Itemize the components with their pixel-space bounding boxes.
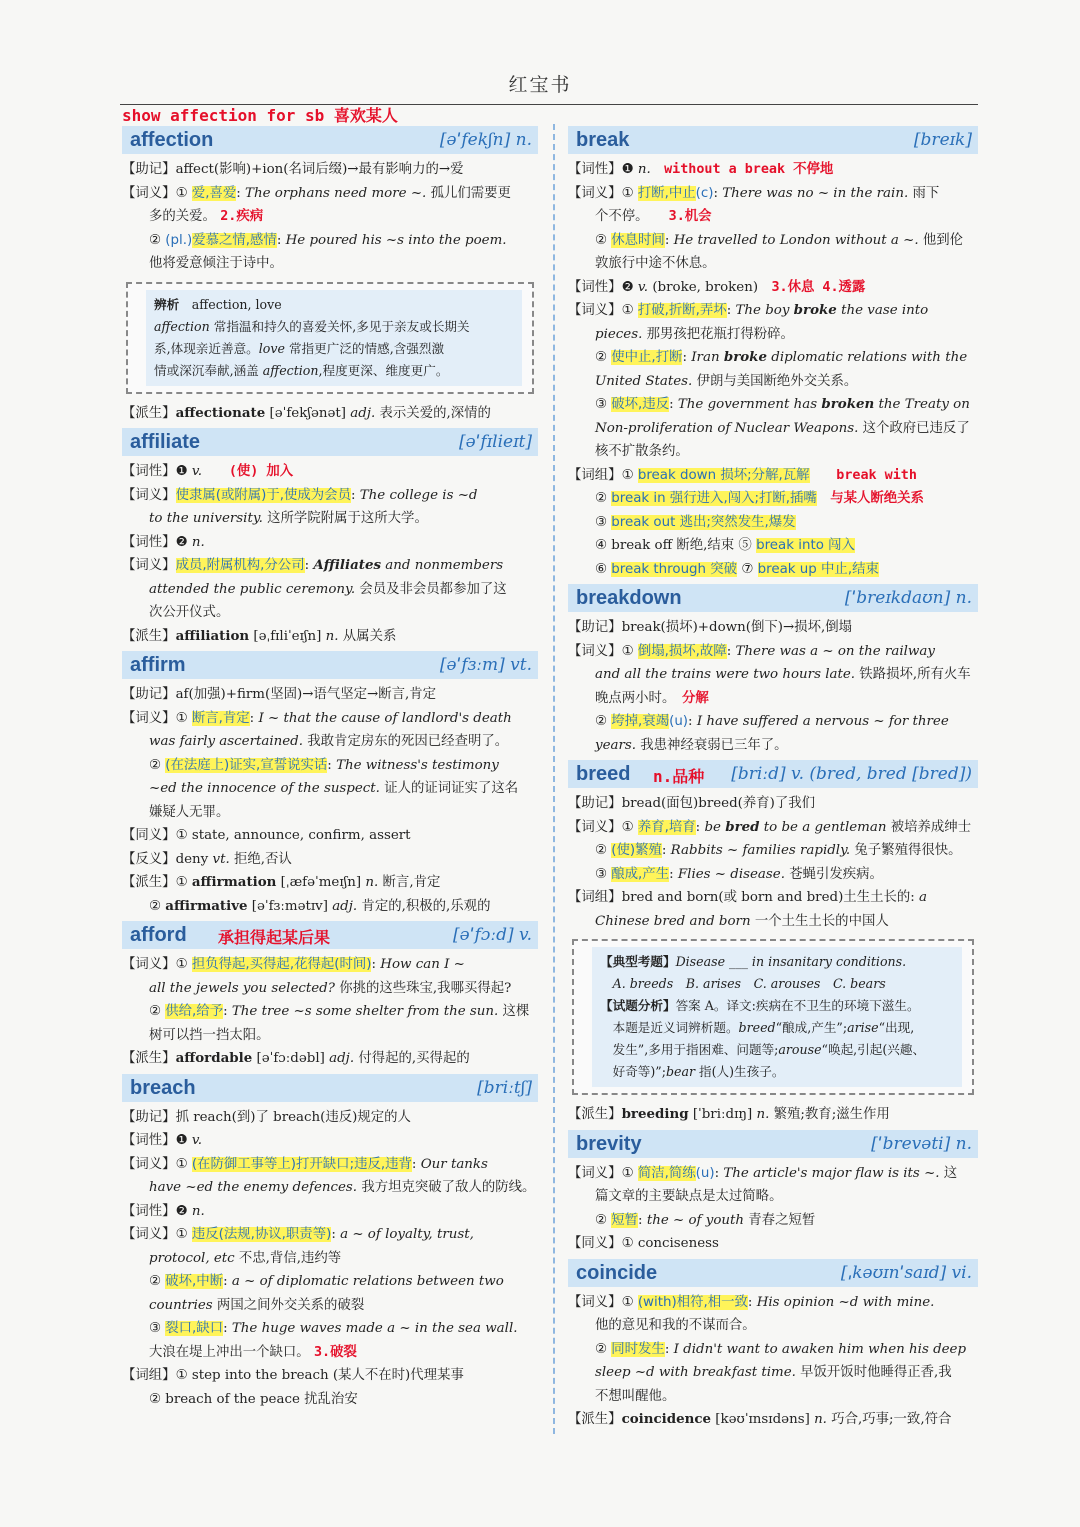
headword: affection — [130, 129, 214, 151]
entry-line: have ~ed the enemy defences. 我方坦克突破了敌人的防线。 — [149, 1180, 536, 1195]
dictionary-entry-coincide — [568, 1259, 978, 1432]
box-line: 辨析 affection, love — [154, 296, 282, 312]
entry-line: 次公开仪式。 — [149, 605, 230, 620]
headword-bar — [122, 1074, 538, 1102]
entry-line: 【反义】deny vt. 拒绝,否认 — [122, 851, 292, 867]
headword-bar — [122, 921, 538, 949]
entry-line: 个不停。 3.机会 — [595, 209, 712, 224]
entry-line: ② (在法庭上)证实,宣誓说实话: The witness's testimony — [149, 757, 499, 773]
entry-line: ② 破坏,中断: a ~ of diplomatic relations between two — [149, 1274, 504, 1289]
entry-line: attended the public ceremony. 会员及非会员都参加了这 — [149, 581, 507, 597]
entry-line: 【派生】coincidence [kəʊˈɪnsɪdəns] n. 巧合,巧事;一致,符合 — [568, 1411, 952, 1427]
headword: afford — [130, 924, 187, 946]
pronunciation: [ˌkəʊɪnˈsaɪd] vi. — [840, 1262, 972, 1283]
entry-line: ② (pl.)爱慕之情,感情: He poured his ~s into the poem. — [149, 232, 507, 248]
headword: coincide — [576, 1261, 658, 1284]
entry-line: ② affirmative [əˈfɜːmətɪv] adj. 肯定的,积极的,乐观的 — [149, 897, 491, 914]
headword: breed — [576, 763, 631, 785]
entry-line: 【词义】① (在防御工事等上)打开缺口;违反,违背: Our tanks — [122, 1156, 488, 1172]
entry-line: 【词义】① 打破,折断,弄坏: The boy broke the vase into — [568, 302, 929, 318]
handwritten-note: 承担得起某后果 — [218, 928, 331, 947]
headword-bar — [568, 584, 978, 612]
entry-line: 【词义】成员,附属机构,分公司: Affiliates and nonmembers — [122, 557, 504, 573]
entry-line: 【词组】bred and born(或 born and bred)土生土长的: a — [568, 890, 928, 905]
entry-line: 不想叫醒他。 — [595, 1388, 676, 1404]
entry-line: Chinese bred and born 一个土生土长的中国人 — [595, 913, 889, 929]
entry-line: 【词组】① step into the breach (某人不在时)代理某事 — [122, 1368, 464, 1383]
headword: break — [576, 129, 630, 151]
pronunciation: [briːtʃ] — [477, 1077, 532, 1098]
box-line: 本题是近义词辨析题。breed“酿成,产生”;arise“出现, — [600, 1020, 915, 1035]
entry-line: 【词性】❶ v. (使) 加入 — [122, 464, 294, 479]
pronunciation: [əˈfekʃn] n. — [439, 130, 532, 150]
dictionary-entry-breakdown — [568, 584, 978, 757]
entry-line: 篇文章的主要缺点是太过简略。 — [595, 1189, 783, 1204]
entry-line: 敦旅行中途不休息。 — [595, 256, 716, 271]
entry-line: 【词组】① break down 损坏;分解,瓦解 break with — [568, 467, 917, 483]
entry-line: 【词义】① (with)相符,相一致: His opinion ~d with mine. — [568, 1294, 935, 1310]
entry-line: 【派生】affiliation [əˌfɪliˈeɪʃn] n. 从属关系 — [122, 627, 397, 644]
entry-line: ③ break out 逃出;突然发生,爆发 — [595, 514, 796, 530]
headword: brevity — [576, 1132, 642, 1155]
entry-line: was fairly ascertained. 我敢肯定房东的死因已经查明了。 — [149, 734, 509, 749]
entry-line: 【词义】① 简洁,简练(u): The article's major flaw is its ~. 这 — [568, 1165, 958, 1181]
pronunciation: [breɪk] — [913, 130, 972, 150]
entry-line: ⑥ break through 突破 ⑦ break up 中止,结束 — [595, 561, 879, 577]
entry-line: 【派生】breeding [ˈbriːdɪŋ] n. 繁殖;教育;滋生作用 — [568, 1106, 890, 1122]
entry-line: ② break in 强行进入,闯入;打断,插嘴 与某人断绝关系 — [595, 491, 924, 506]
entry-line: ③ 破坏,违反: The government has broken the Treaty on — [595, 396, 970, 412]
box-line: 系,体现亲近善意。love 常指更广泛的情感,含强烈激 — [154, 340, 445, 356]
entry-line: and all the trains were two hours late. 铁路损坏,所有火车 — [595, 667, 971, 682]
dictionary-entry-afford — [122, 921, 538, 1071]
entry-line: 【词义】① 倒塌,损坏,故障: There was a ~ on the railway — [568, 643, 935, 659]
entry-line: 【助记】break(损坏)+down(倒下)→损坏,倒塌 — [568, 620, 852, 635]
entry-line: 【词性】❶ n. without a break 不停地 — [568, 162, 834, 177]
headword-bar — [568, 126, 978, 154]
entry-line: ② 休息时间: He travelled to London without a ~. 他到伦 — [595, 232, 964, 248]
entry-line: 【派生】① affirmation [ˌæfəˈmeɪʃn] n. 断言,肯定 — [122, 874, 441, 890]
entry-line: 【词性】❷ n. — [122, 1203, 205, 1219]
entry-line: ② 同时发生: I didn't want to awaken him when his deep — [595, 1341, 967, 1357]
entry-line: 他将爱意倾注于诗中。 — [149, 256, 283, 271]
headword-bar — [122, 126, 538, 154]
pronunciation: [briːd] v. (bred, bred [bred]) — [731, 764, 972, 784]
entry-line: sleep ~d with breakfast time. 早饭开饭时他睡得正香,我 — [595, 1365, 952, 1380]
box-line: 情或深沉奉献,涵盖 affection,程度更深、维度更广。 — [154, 362, 449, 378]
entry-line: countries 两国之间外交关系的破裂 — [149, 1297, 365, 1313]
entry-line: ③ 裂口,缺口: The huge waves made a ~ in the sea wall. — [149, 1321, 518, 1336]
pronunciation: [ˈbrevəti] n. — [871, 1133, 972, 1154]
entry-line: 【同义】① conciseness — [568, 1236, 719, 1251]
entry-line: pieces. 那男孩把花瓶打得粉碎。 — [595, 326, 794, 342]
entry-line: 【词义】① 爱,喜爱: The orphans need more ~. 孤儿们需要更 — [122, 185, 511, 201]
entry-line: 嫌疑人无罪。 — [149, 804, 230, 820]
headword: affirm — [130, 654, 186, 676]
dictionary-entry-break — [568, 126, 978, 581]
entry-line: all the jewels you selected? 你挑的这些珠宝,我哪买得起? — [149, 980, 512, 996]
headword-bar — [568, 1130, 978, 1158]
entry-line: 【词性】❷ v. (broke, broken) 3.休息 4.透露 — [568, 279, 866, 295]
handwritten-note: show affection for sb 喜欢某人 — [122, 106, 398, 125]
pronunciation: [əˈfɪlieɪt] — [458, 432, 532, 452]
entry-line: years. 我患神经衰弱已三年了。 — [595, 737, 788, 753]
headword-bar — [122, 651, 538, 679]
entry-line: 【词性】❷ n. — [122, 534, 205, 550]
headword: breakdown — [576, 587, 682, 609]
pronunciation: [ˈbreɪkdaʊn] n. — [844, 588, 972, 608]
pronunciation: [əˈfɜːm] vt. — [439, 655, 532, 675]
entry-line: ② 垮掉,衰竭(u): I have suffered a nervous ~ for three — [595, 714, 949, 729]
headword-bar — [568, 760, 978, 788]
entry-line: United States. 伊朗与美国断绝外交关系。 — [595, 373, 858, 389]
entry-line: 【词义】① 担负得起,买得起,花得起(时间): How can I ~ — [122, 957, 465, 972]
entry-line: ② (使)繁殖: Rabbits ~ families rapidly. 兔子繁殖得很快。 — [595, 843, 962, 858]
headword-bar — [568, 1259, 978, 1287]
page-title: 红宝书 — [508, 74, 572, 96]
entry-line: 【同义】① state, announce, confirm, assert — [122, 828, 411, 843]
entry-line: 【词性】❶ v. — [122, 1133, 203, 1148]
dictionary-entry-brevity — [568, 1130, 978, 1256]
entry-line: 【助记】抓 reach(到)了 breach(违反)规定的人 — [122, 1109, 411, 1125]
entry-line: ④ break off 断绝,结束 ⑤ break into 闯入 — [595, 538, 855, 553]
entry-line: 【助记】affect(影响)+ion(名词后缀)→最有影响力的→爱 — [122, 162, 464, 177]
dictionary-entry-affiliate — [122, 428, 538, 648]
entry-line: 【助记】bread(面包)breed(养育)了我们 — [568, 796, 816, 811]
entry-line: 【词义】① 打断,中止(c): There was no ~ in the rain. 雨下 — [568, 185, 940, 201]
entry-line: 【词义】① 断言,肯定: I ~ that the cause of landlord's death — [122, 710, 512, 726]
entry-line: 【派生】affectionate [əˈfekʃənət] adj. 表示关爱的,深情的 — [122, 404, 491, 421]
entry-line: 大浪在堤上冲出一个缺口。 3.破裂 — [149, 1344, 357, 1360]
handwritten-note: n.品种 — [653, 767, 705, 786]
box-line: A. breeds B. arises C. arouses C. bears — [612, 976, 886, 991]
box-line: affection 常指温和持久的喜爱关怀,多见于亲友或长期关 — [154, 318, 470, 334]
entry-line: 树可以挡一挡太阳。 — [149, 1027, 270, 1043]
headword: affiliate — [130, 431, 201, 453]
entry-line: 核不扩散条约。 — [595, 444, 689, 459]
box-line: 【试题分析】答案 A。译文:疾病在不卫生的环境下滋生。 — [600, 998, 920, 1013]
dictionary-entry-affirm — [122, 651, 538, 918]
right-column — [568, 124, 978, 1435]
dictionary-entry-affection — [122, 126, 538, 425]
entry-line: ② breach of the peace 扰乱治安 — [149, 1391, 358, 1407]
entry-line: ② 短暂: the ~ of youth 青春之短暂 — [595, 1212, 816, 1228]
entry-line: 【词义】使隶属(或附属)于,使成为会员: The college is ~d — [122, 487, 478, 503]
entry-line: 【助记】af(加强)+firm(坚固)→语气坚定→断言,肯定 — [122, 687, 437, 702]
column-divider — [553, 124, 555, 1434]
entry-line: 【词义】① 违反(法规,协议,职责等): a ~ of loyalty, trust, — [122, 1227, 474, 1242]
pronunciation: [əˈfɔːd] v. — [453, 925, 532, 945]
entry-line: ② 供给,给予: The tree ~s some shelter from the sun. 这棵 — [149, 1004, 530, 1019]
entry-line: protocol, etc 不忠,背信,违约等 — [149, 1250, 342, 1266]
headword-bar — [122, 428, 538, 456]
dictionary-entry-breach — [122, 1074, 538, 1412]
box-line: 发生”,多用于指困难、问题等;arouse“唤起,引起(兴趣、 — [600, 1042, 926, 1057]
left-column — [122, 124, 538, 1414]
headword: breach — [130, 1076, 196, 1099]
entry-line: ② 使中止,打断: Iran broke diplomatic relations with the — [595, 349, 968, 365]
entry-line: ③ 酿成,产生: Flies ~ disease. 苍蝇引发疾病。 — [595, 866, 883, 882]
entry-line: 【派生】affordable [əˈfɔːdəbl] adj. 付得起的,买得起的 — [122, 1050, 470, 1066]
dictionary-entry-breed — [568, 760, 978, 1127]
entry-line: 他的意见和我的不谋而合。 — [595, 1318, 756, 1333]
entry-line: 晚点两小时。 分解 — [595, 690, 709, 706]
entry-line: 多的关爱。 2.疾病 — [149, 209, 264, 224]
entry-line: ~ed the innocence of the suspect. 证人的证词证实了这名 — [149, 781, 519, 796]
box-line: 【典型考题】Disease ___ in insanitary conditions. — [600, 954, 907, 969]
entry-line: Non-proliferation of Nuclear Weapons. 这个政府已违反了 — [595, 420, 970, 436]
entry-line: 【词义】① 养育,培育: be bred to be a gentleman 被培养成绅士 — [568, 818, 972, 835]
exam-question-box — [572, 939, 974, 1095]
box-line: 好奇等)”;bear 指(人)生孩子。 — [600, 1064, 785, 1079]
usage-note-box — [126, 282, 534, 394]
entry-line: to the university. 这所学院附属于这所大学。 — [149, 511, 428, 526]
